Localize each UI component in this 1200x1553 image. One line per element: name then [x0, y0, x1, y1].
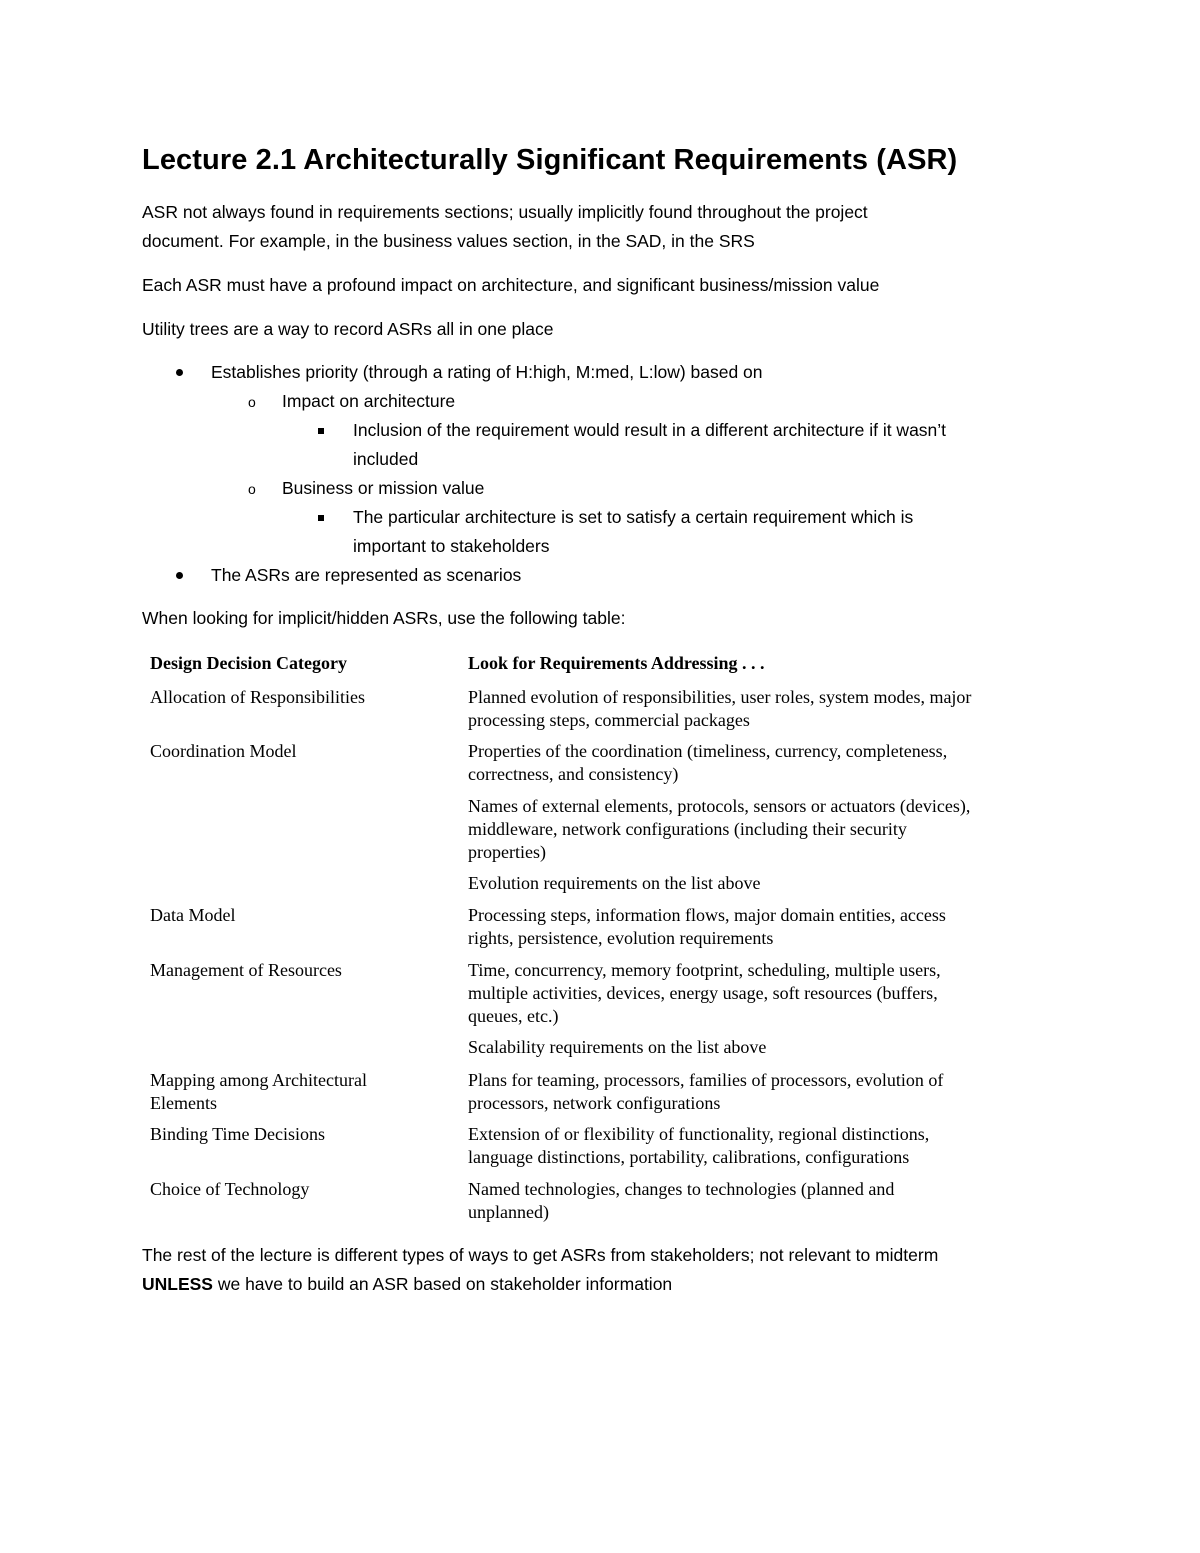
list-item-text: Impact on architecture	[282, 391, 456, 411]
table-cell-look-for: Time, concurrency, memory footprint, scheduling, multiple users, multiple activities, devices, energy usage, soft resources (buffers, queues, etc.)	[468, 960, 941, 1026]
table-header-look-for: Look for Requirements Addressing . . .	[468, 653, 765, 673]
table-cell-look-for: Plans for teaming, processors, families of processors, evolution of processors, network configurations	[468, 1070, 944, 1113]
table-intro: When looking for implicit/hidden ASRs, use the following table:	[142, 608, 626, 628]
closing-line2-text: we have to build an ASR based on stakeholder information	[212, 1274, 673, 1294]
list-item-text-continued: important to stakeholders	[353, 536, 550, 556]
bullet-square-icon	[318, 515, 324, 521]
list-item-text: Establishes priority (through a rating of H:high, M:med, L:low) based on	[211, 362, 763, 382]
paragraph-utility-trees: Utility trees are a way to record ASRs all in one place	[142, 319, 554, 339]
table-cell-look-for: Processing steps, information flows, major domain entities, access rights, persistence, evolution requirements	[468, 905, 946, 948]
list-item-text: Inclusion of the requirement would result in a different architecture if it wasn’t	[353, 420, 947, 440]
list-item-text-continued: included	[353, 449, 419, 469]
table-cell-category: Mapping among Architectural Elements	[150, 1070, 367, 1113]
table-cell-look-for: Evolution requirements on the list above	[468, 873, 761, 893]
table-cell-category: Choice of Technology	[150, 1179, 310, 1199]
closing-line1: The rest of the lecture is different types of ways to get ASRs from stakeholders; not relevant to midterm	[142, 1245, 939, 1265]
bullet-circle-icon: o	[248, 481, 256, 497]
table-cell-look-for: Names of external elements, protocols, sensors or actuators (devices), middleware, network configurations (including their security properties)	[468, 796, 971, 862]
table-cell-category: Allocation of Responsibilities	[150, 687, 365, 707]
table-cell-look-for: Properties of the coordination (timeliness, currency, completeness, correctness, and consistency)	[468, 741, 948, 784]
bullet-dot-icon	[176, 572, 183, 579]
emphasis-unless: UNLESS	[142, 1274, 213, 1294]
paragraph-asr-location-line2: document. For example, in the business values section, in the SAD, in the SRS	[142, 231, 755, 251]
bullet-circle-icon: o	[248, 394, 256, 410]
closing-line2	[142, 1270, 672, 1299]
paragraph-asr-impact: Each ASR must have a profound impact on architecture, and significant business/mission value	[142, 275, 880, 295]
page-title: Lecture 2.1 Architecturally Significant Requirements (ASR)	[142, 144, 958, 176]
bullet-square-icon	[318, 428, 324, 434]
table-cell-category: Data Model	[150, 905, 236, 925]
table-cell-category: Coordination Model	[150, 741, 297, 761]
table-cell-look-for: Scalability requirements on the list above	[468, 1037, 767, 1057]
table-cell-look-for: Extension of or flexibility of functionality, regional distinctions, language distinctions, portability, calibrations, configurations	[468, 1124, 930, 1167]
list-item-text: Business or mission value	[282, 478, 485, 498]
list-item-text: The ASRs are represented as scenarios	[211, 565, 522, 585]
table-cell-look-for: Planned evolution of responsibilities, user roles, system modes, major processing steps, commercial packages	[468, 687, 972, 730]
list-item-text: The particular architecture is set to satisfy a certain requirement which is	[353, 507, 914, 527]
table-cell-category: Binding Time Decisions	[150, 1124, 326, 1144]
bullet-dot-icon	[176, 369, 183, 376]
table-header-category: Design Decision Category	[150, 653, 347, 673]
table-cell-category: Management of Resources	[150, 960, 342, 980]
table-cell-look-for: Named technologies, changes to technologies (planned and unplanned)	[468, 1179, 895, 1222]
paragraph-asr-location-line1: ASR not always found in requirements sections; usually implicitly found throughout the project	[142, 202, 868, 222]
